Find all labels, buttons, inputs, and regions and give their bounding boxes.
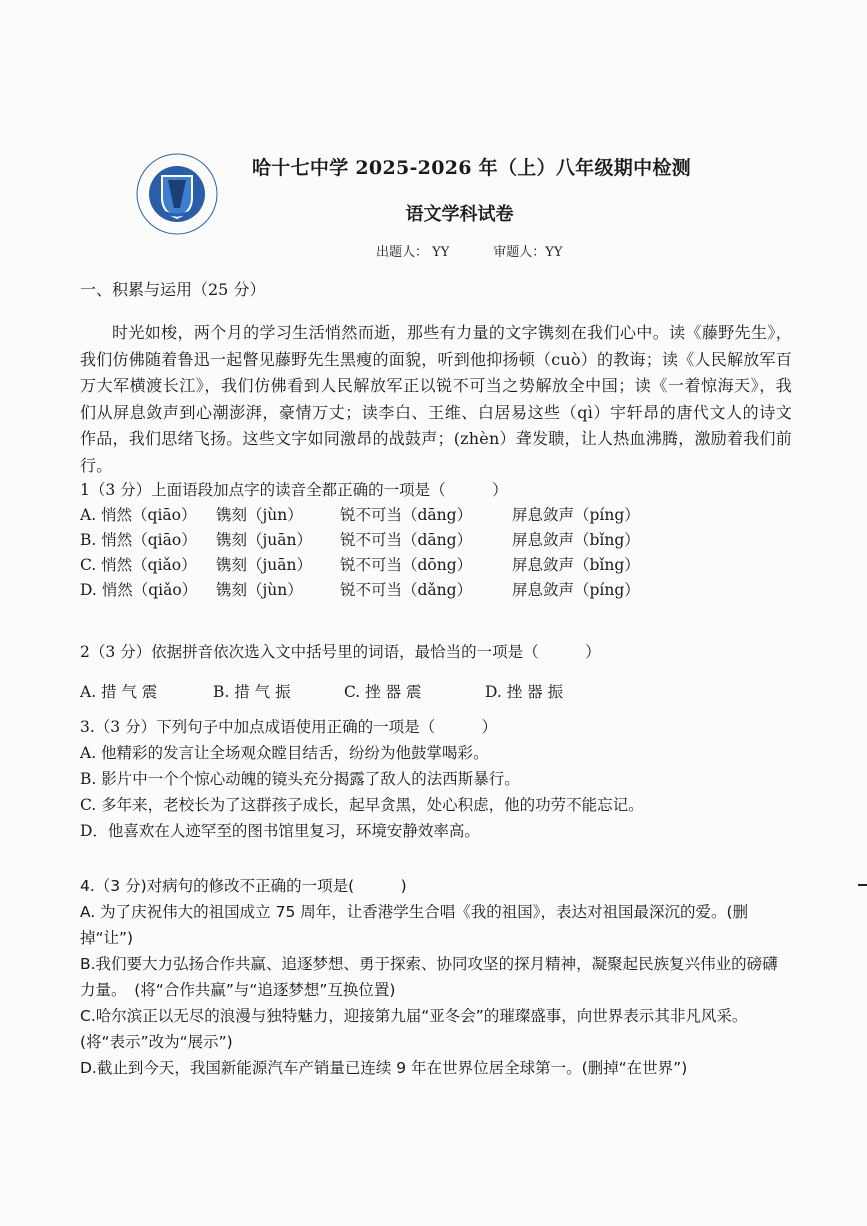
q1-option-c-col2: 镌刻（juān） bbox=[216, 556, 313, 574]
q4-option-d: D.截止到今天，我国新能源汽车产销量已连续 9 年在世界位居全球第一。(删掉“在世界”) bbox=[80, 1059, 688, 1077]
q1-option-a-col4: 屏息敛声（píng） bbox=[512, 506, 640, 524]
q3-option-d: D．他喜欢在人迹罕至的图书馆里复习，环境安静效率高。 bbox=[80, 822, 480, 840]
q3-option-a: A. 他精彩的发言让全场观众瞠目结舌，纷纷为他鼓掌喝彩。 bbox=[80, 744, 489, 762]
passage: 时光如梭，两个月的学习生活悄然而逝，那些有力量的文字镌刻在我们心中。读《藤野先生》，我们仿佛随着鲁迅一起瞥见藤野先生黑瘦的面貌，听到他抑扬顿（cuò）的教诲；读《人民解放军百万大军横渡长江》，我们仿佛看到人民解放军正以锐不可当之势解放全中国；读《一着惊海天》，我们从屏息敛声到心潮澎湃，豪情万丈；读李白、王维、白居易这些（qì）宇轩昂的唐代文人的诗文作品，我们思绪飞扬。这些文字如同激昂的战鼓声；(zhèn）聋发聩，让人热血沸腾，激励着我们前行。 bbox=[80, 323, 792, 475]
q1-option-d-col1: D. 悄然（qiǎo） bbox=[80, 581, 198, 599]
q2-option-a: A. 措 气 震 bbox=[80, 683, 158, 701]
reviewer: 审题人：YY bbox=[493, 245, 563, 260]
q4-option-b: B.我们要大力弘扬合作共赢、追逐梦想、勇于探索、协同攻坚的探月精神，凝聚起民族复兴伟业的磅礴力量。 (将“合作共赢”与“追逐梦想”互换位置) bbox=[80, 955, 778, 999]
q2-option-d: D. 挫 器 振 bbox=[485, 683, 564, 701]
q1-option-b-col3: 锐不可当（dāng） bbox=[340, 531, 473, 549]
q3-option-c: C. 多年来，老校长为了这群孩子成长，起早贪黑，处心积虑，他的功劳不能忘记。 bbox=[80, 796, 644, 814]
exam-authors bbox=[376, 241, 562, 260]
q1-option-d-col4: 屏息敛声（píng） bbox=[512, 581, 640, 599]
q4-stem: 4.（3 分)对病句的修改不正确的一项是( ) bbox=[80, 877, 407, 895]
q4-option-c: C.哈尔滨正以无尽的浪漫与独特魅力，迎接第九届“亚冬会”的璀璨盛事，向世界表示其非凡风采。(将“表示”改为“展示”) bbox=[80, 1007, 748, 1051]
q2-stem: 2（3 分）依据拼音依次选入文中括号里的词语，最恰当的一项是（ ） bbox=[80, 643, 601, 661]
q1-stem: 1（3 分）上面语段加点字的读音全都正确的一项是（ ） bbox=[80, 481, 508, 499]
q1-option-c-col3: 锐不可当（dōng） bbox=[340, 556, 473, 574]
q3-option-b: B. 影片中一个个惊心动魄的镜头充分揭露了敌人的法西斯暴行。 bbox=[80, 770, 520, 788]
q1-option-b-col2: 镌刻（juān） bbox=[216, 531, 313, 549]
q2-option-c: C. 挫 器 震 bbox=[344, 683, 422, 701]
section-heading: 一、积累与运用（25 分） bbox=[80, 280, 266, 299]
q1-option-b-col4: 屏息敛声（bǐng） bbox=[512, 531, 640, 549]
q4-block bbox=[80, 873, 792, 1081]
q1-option-d-col2: 镌刻（jùn） bbox=[216, 581, 303, 599]
q1-option-c-col1: C. 悄然（qiǎo） bbox=[80, 556, 197, 574]
q1-option-a-col2: 镌刻（jùn） bbox=[216, 506, 303, 524]
q1-option-c-col4: 屏息敛声（bǐng） bbox=[512, 556, 640, 574]
q1-option-a-col3: 锐不可当（dāng） bbox=[340, 506, 473, 524]
q2-option-b: B. 措 气 振 bbox=[213, 683, 291, 701]
page-edge-mark bbox=[858, 884, 867, 886]
q1-option-a-col1: A. 悄然（qiāo） bbox=[80, 506, 197, 524]
q3-stem: 3.（3 分）下列句子中加点成语使用正确的一项是（ ） bbox=[80, 718, 498, 736]
exam-title: 哈十七中学 2025-2026 年（上）八年级期中检测 bbox=[252, 157, 691, 179]
school-logo bbox=[134, 150, 220, 240]
exam-subtitle: 语文学科试卷 bbox=[405, 204, 514, 225]
q1-option-d-col3: 锐不可当（dǎng） bbox=[340, 581, 473, 599]
q4-option-a: A. 为了庆祝伟大的祖国成立 75 周年，让香港学生合唱《我的祖国》，表达对祖国最深沉的爱。(删掉“让”) bbox=[80, 903, 749, 947]
q1-option-b-col1: B. 悄然（qiāo） bbox=[80, 531, 197, 549]
question-setter: 出题人： YY bbox=[376, 245, 450, 260]
